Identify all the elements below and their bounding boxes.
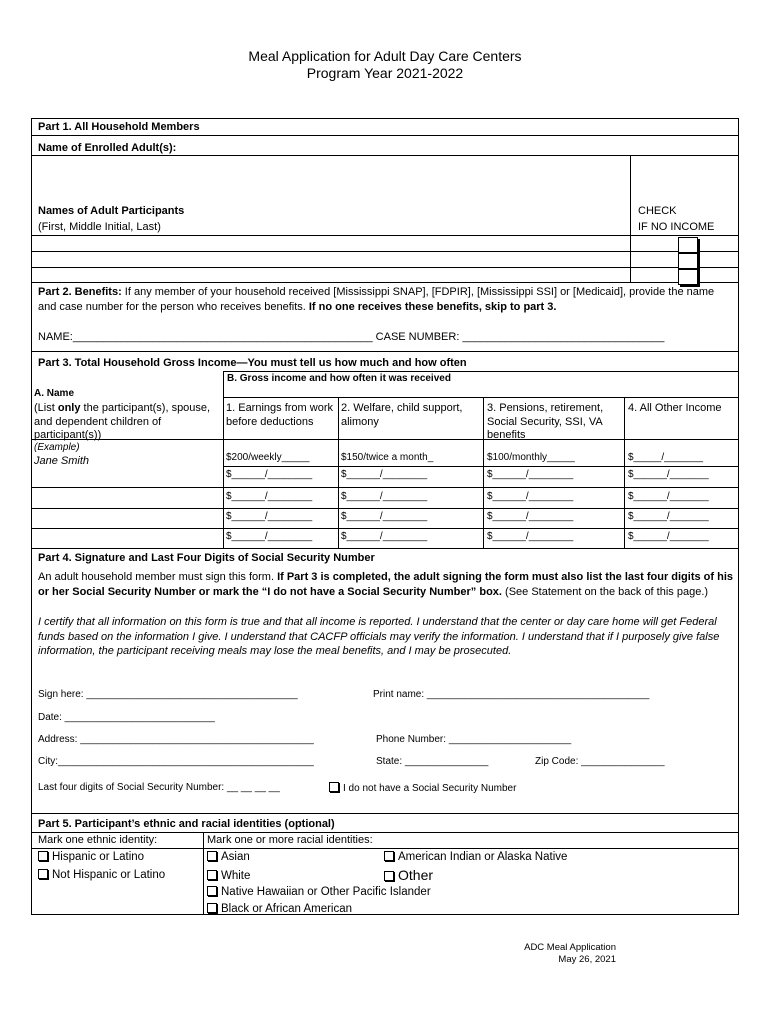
divider [32, 351, 738, 352]
city-field[interactable]: City:______________________________________________ [38, 756, 314, 767]
asian-checkbox[interactable] [207, 851, 217, 861]
column-divider [203, 832, 204, 915]
name-case-number-field[interactable]: NAME:_________________________________________________ CASE NUMBER: _________________________________ [38, 331, 665, 343]
pensions-field[interactable]: $______/________ [487, 531, 574, 542]
earnings-column-heading: 1. Earnings from work before deductions [226, 402, 333, 428]
white-label: White [221, 870, 251, 882]
no-ssn-option[interactable] [329, 782, 516, 795]
welfare-column-heading: 2. Welfare, child support, alimony [341, 402, 463, 428]
divider [32, 813, 738, 814]
other-income-field[interactable]: $______/_______ [628, 491, 709, 502]
part2-heading: Part 2. Benefits: [38, 286, 122, 298]
pensions-field[interactable]: $______/________ [487, 511, 574, 522]
no-income-label: IF NO INCOME [638, 221, 715, 233]
white-option[interactable] [207, 870, 250, 883]
other-income-column-heading: 4. All Other Income [628, 402, 722, 414]
meal-application-form [31, 118, 739, 915]
gross-income-heading: B. Gross income and how often it was received [227, 373, 451, 384]
asian-option[interactable] [207, 851, 250, 864]
participant-row-line [32, 235, 738, 236]
american-indian-checkbox[interactable] [384, 851, 394, 861]
column-divider [223, 371, 224, 548]
divider [32, 528, 738, 529]
asian-label: Asian [221, 851, 250, 863]
welfare-field[interactable]: $______/________ [341, 469, 428, 480]
other-income-field[interactable]: $______/_______ [628, 531, 709, 542]
welfare-field[interactable]: $______/________ [341, 491, 428, 502]
divider [32, 548, 738, 549]
hawaiian-option[interactable] [207, 886, 431, 899]
no-income-checkbox[interactable] [678, 253, 698, 269]
not-hispanic-checkbox[interactable] [38, 869, 48, 879]
american-indian-label: American Indian or Alaska Native [398, 851, 568, 863]
check-column-divider [630, 155, 631, 282]
racial-identity-label: Mark one or more racial identities: [207, 834, 373, 846]
hispanic-checkbox[interactable] [38, 851, 48, 861]
part4-see-statement: (See Statement on the back of this page.) [501, 586, 709, 598]
zip-code-field[interactable]: Zip Code: _______________ [535, 756, 665, 767]
example-welfare: $150/twice a month_ [341, 452, 434, 463]
divider [223, 397, 738, 398]
pensions-column-heading: 3. Pensions, retirement, Social Security, SSI, VA benefits [487, 402, 604, 441]
hawaiian-checkbox[interactable] [207, 886, 217, 896]
american-indian-option[interactable] [384, 851, 567, 864]
footer-date: May 26, 2021 [558, 954, 616, 965]
other-income-field[interactable]: $______/_______ [628, 469, 709, 480]
not-hispanic-label: Not Hispanic or Latino [52, 869, 166, 881]
white-checkbox[interactable] [207, 870, 217, 880]
black-label: Black or African American [221, 903, 353, 915]
other-label: Other [398, 867, 434, 883]
example-label: (Example) [34, 442, 80, 453]
title-line-1: Meal Application for Adult Day Care Centers [248, 48, 522, 64]
other-option[interactable] [384, 867, 433, 883]
no-ssn-label: I do not have a Social Security Number [343, 783, 517, 794]
welfare-field[interactable]: $______/________ [341, 531, 428, 542]
pensions-field[interactable]: $______/________ [487, 491, 574, 502]
earnings-field[interactable]: $______/________ [226, 491, 313, 502]
divider [32, 848, 738, 849]
part2-skip-note: If no one receives these benefits, skip to part 3. [308, 300, 557, 313]
part5-heading: Part 5. Participant’s ethnic and racial identities (optional) [38, 818, 335, 830]
part2-instructions: If any member of your household received [Mississippi SNAP], [FDPIR], [Mississippi SSI] or [Medicaid], provide the name and case number for the person who receives benefits. [38, 286, 715, 313]
document-title [0, 48, 770, 82]
certification-statement: I certify that all information on this form is true and that all income is reported. I understand that the center or day care home will get Federal funds based on the information I give. I understand that CACFP officials may verify the information. I understand that if I purposely give false information, the participant receiving meals may lose the meal benefits, and I may be prosecuted. [38, 616, 720, 657]
participant-row-line [32, 251, 738, 252]
no-income-checkbox[interactable] [678, 269, 698, 285]
sublabel-text: (List [34, 402, 58, 414]
divider [32, 439, 738, 440]
earnings-field[interactable]: $______/________ [226, 531, 313, 542]
part3-heading: Part 3. Total Household Gross Income—You must tell us how much and how often [38, 357, 467, 369]
names-label: Names of Adult Participants [38, 205, 185, 217]
black-option[interactable] [207, 903, 352, 916]
example-name: Jane Smith [34, 455, 90, 467]
example-earnings: $200/weekly_____ [226, 452, 310, 463]
welfare-field[interactable]: $______/________ [341, 511, 428, 522]
no-ssn-checkbox[interactable] [329, 782, 339, 792]
ethnic-identity-label: Mark one ethnic identity: [38, 834, 158, 846]
sublabel-only: only [57, 402, 81, 414]
column-divider [483, 397, 484, 548]
hispanic-option[interactable] [38, 851, 144, 864]
date-field[interactable]: Date: ___________________________ [38, 712, 215, 723]
no-income-checkbox[interactable] [678, 237, 698, 253]
column-divider [624, 397, 625, 548]
divider [32, 135, 738, 136]
sublabel-text: the participant(s), spouse, and dependent children of participant(s)) [34, 402, 211, 441]
names-sublabel: (First, Middle Initial, Last) [38, 221, 161, 233]
divider [223, 371, 738, 372]
example-other: $_____/_______ [628, 452, 704, 463]
other-income-field[interactable]: $______/_______ [628, 511, 709, 522]
name-column-heading: A. Name [34, 388, 75, 399]
part4-intro: An adult household member must sign this form. [38, 571, 278, 583]
part4-ssn-note: If Part 3 is completed, the adult signing the form must also list the last four digits of his or her Social Security Number or mark the “I do not have a Social Security Number” box. [38, 571, 734, 598]
enrolled-adult-label: Name of Enrolled Adult(s): [38, 142, 177, 154]
part4-heading: Part 4. Signature and Last Four Digits of Social Security Number [38, 552, 375, 564]
part4-instructions [38, 570, 734, 600]
participant-row-line [32, 282, 738, 283]
sign-here-field[interactable]: Sign here: ______________________________________ [38, 689, 298, 700]
divider [223, 466, 738, 467]
divider [32, 832, 738, 833]
address-field[interactable]: Address: __________________________________________ [38, 734, 314, 745]
phone-number-field[interactable]: Phone Number: ______________________ [376, 734, 572, 745]
footer [440, 942, 616, 966]
hispanic-label: Hispanic or Latino [52, 851, 145, 863]
participant-row-line [32, 267, 738, 268]
divider [32, 155, 738, 156]
check-label: CHECK [638, 205, 677, 217]
earnings-field[interactable]: $______/________ [226, 511, 313, 522]
part1-heading: Part 1. All Household Members [38, 121, 200, 133]
example-pensions: $100/monthly_____ [487, 452, 575, 463]
name-column-sublabel [34, 402, 222, 443]
column-divider [338, 397, 339, 548]
title-line-2: Program Year 2021-2022 [306, 65, 464, 81]
divider [32, 487, 738, 488]
black-checkbox[interactable] [207, 903, 217, 913]
pensions-field[interactable]: $______/________ [487, 469, 574, 480]
not-hispanic-option[interactable] [38, 869, 165, 882]
divider [32, 508, 738, 509]
footer-form-name: ADC Meal Application [524, 942, 616, 953]
ssn-last-four-field[interactable]: Last four digits of Social Security Number: __ __ __ __ [38, 782, 280, 793]
print-name-field[interactable]: Print name: ________________________________________ [373, 689, 650, 700]
part2-text [38, 285, 728, 314]
state-field[interactable]: State: _______________ [376, 756, 489, 767]
hawaiian-label: Native Hawaiian or Other Pacific Islander [221, 886, 431, 898]
earnings-field[interactable]: $______/________ [226, 469, 313, 480]
other-checkbox[interactable] [384, 871, 394, 881]
